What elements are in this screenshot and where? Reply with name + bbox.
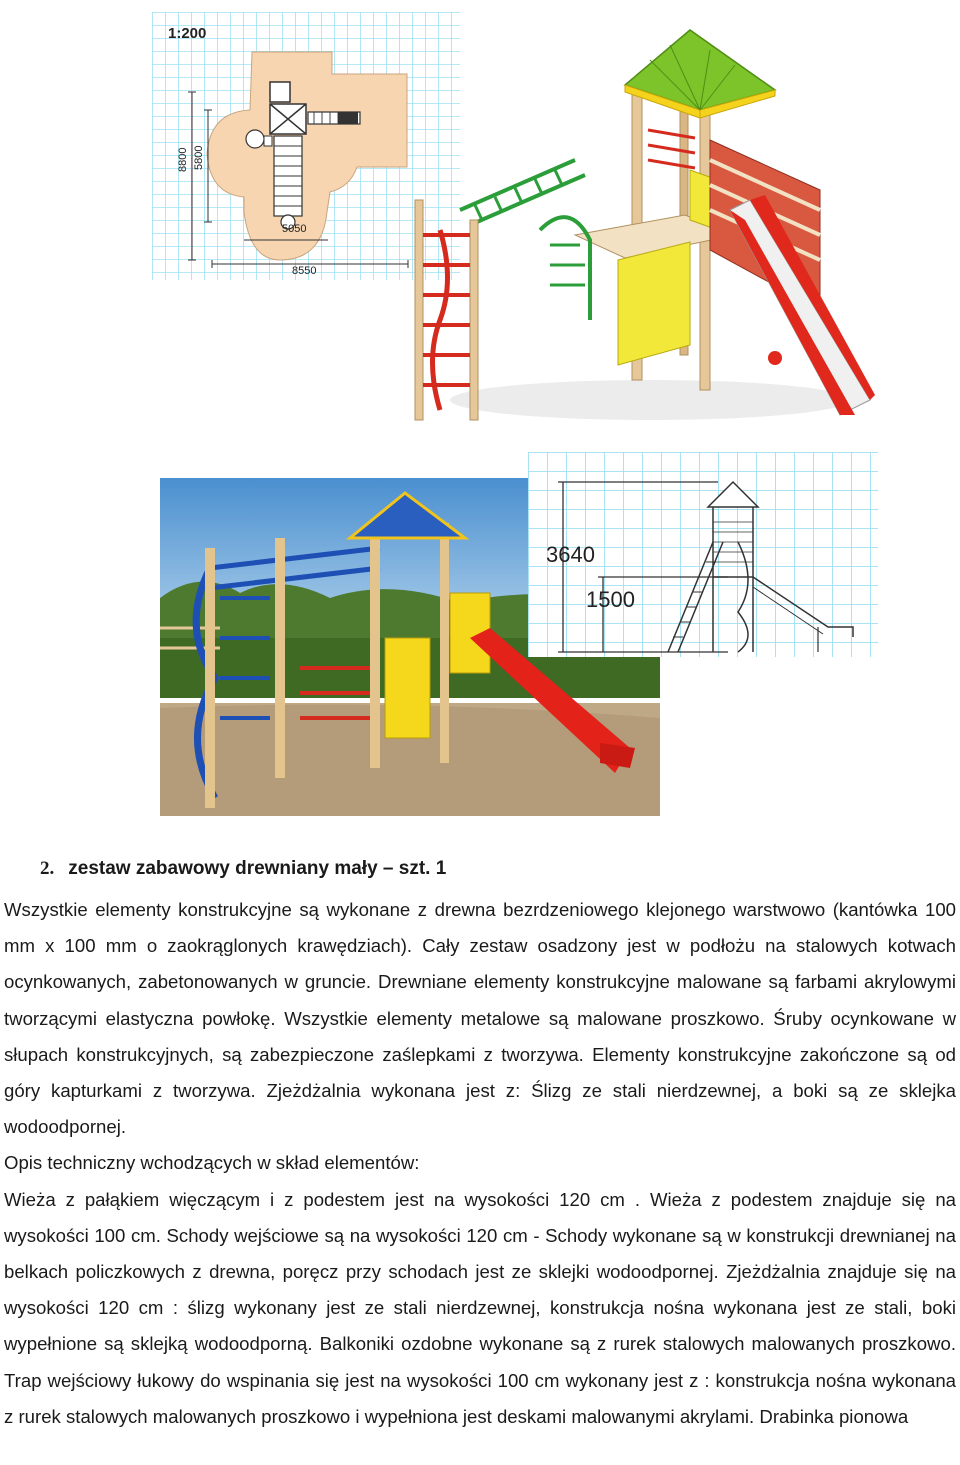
section-heading	[40, 858, 446, 880]
plan-scale-label: 1:200	[168, 25, 207, 42]
elevation-dim-3640: 3640	[546, 542, 595, 567]
section-number: 2.	[40, 858, 55, 879]
paragraph: Wieża z pałąkiem więczącym i z podestem jest na wysokości 120 cm . Wieża z podestem znajduje się na wysokości 100 cm. Schody wejściowe są na wysokości 120 cm - Schody wykonane są w konstrukcji drewnianej na belkach policzkowych z drewna, poręcz przy schodach jest ze sklejki wodoodpornej. Zjeżdżalnia znajduje się na wysokości 120 cm : ślizg wykonany jest ze stali nierdzewnej, konstrukcja nośna wykonana jest ze stali, boki wypełnione są sklejką wodoodporną. Balkoniki ozdobne wykonane są z rurek stalowych malowanych proszkowo. Trap wejściowy łukowy do wspinania się jest na wysokości 100 cm wykonany jest z : konstrukcja nośna wykonana z rurek stalowych malowanych proszkowo i wypełniona jest deskami malowanymi akrylami. Drabinka pionowa	[4, 1188, 956, 1427]
elevation-drawing	[528, 452, 878, 657]
paragraph: Opis techniczny wchodzących w skład elementów:	[4, 1152, 420, 1174]
plan-dim-8550: 8550	[292, 265, 317, 277]
plan-dim-5050: 5050	[282, 223, 307, 235]
plan-dim-5800: 5800	[193, 145, 205, 170]
plan-dim-8800: 8800	[177, 147, 189, 172]
paragraph: Wszystkie elementy konstrukcyjne są wykonane z drewna bezrdzeniowego klejonego warstwowo (kantówka 100 mm x 100 mm o zaokrąglonych krawędziach). Cały zestaw osadzony jest w podłożu na stalowych kotwach ocynkowanych, zabetonowanych w gruncie. Drewniane elementy konstrukcyjne malowane są farbami akrylowymi tworzącymi elastyczna powłokę. Wszystkie elementy metalowe są malowane proszkowo. Śruby ocynkowane w słupach konstrukcyjnych, są zabezpieczone zaślepkami z tworzywa. Elementy konstrukcyjne zakończone są od góry kapturkami z tworzywa. Zjeżdżalnia wykonana jest z: Ślizg ze stali nierdzewnej, a boki są ze sklejka wodoodpornej.	[4, 899, 956, 1138]
elevation-dim-1500: 1500	[586, 587, 635, 612]
section-title: zestaw zabawowy drewniany mały – szt. 1	[68, 858, 447, 879]
playground-render	[400, 20, 890, 440]
body-text	[4, 892, 956, 1435]
